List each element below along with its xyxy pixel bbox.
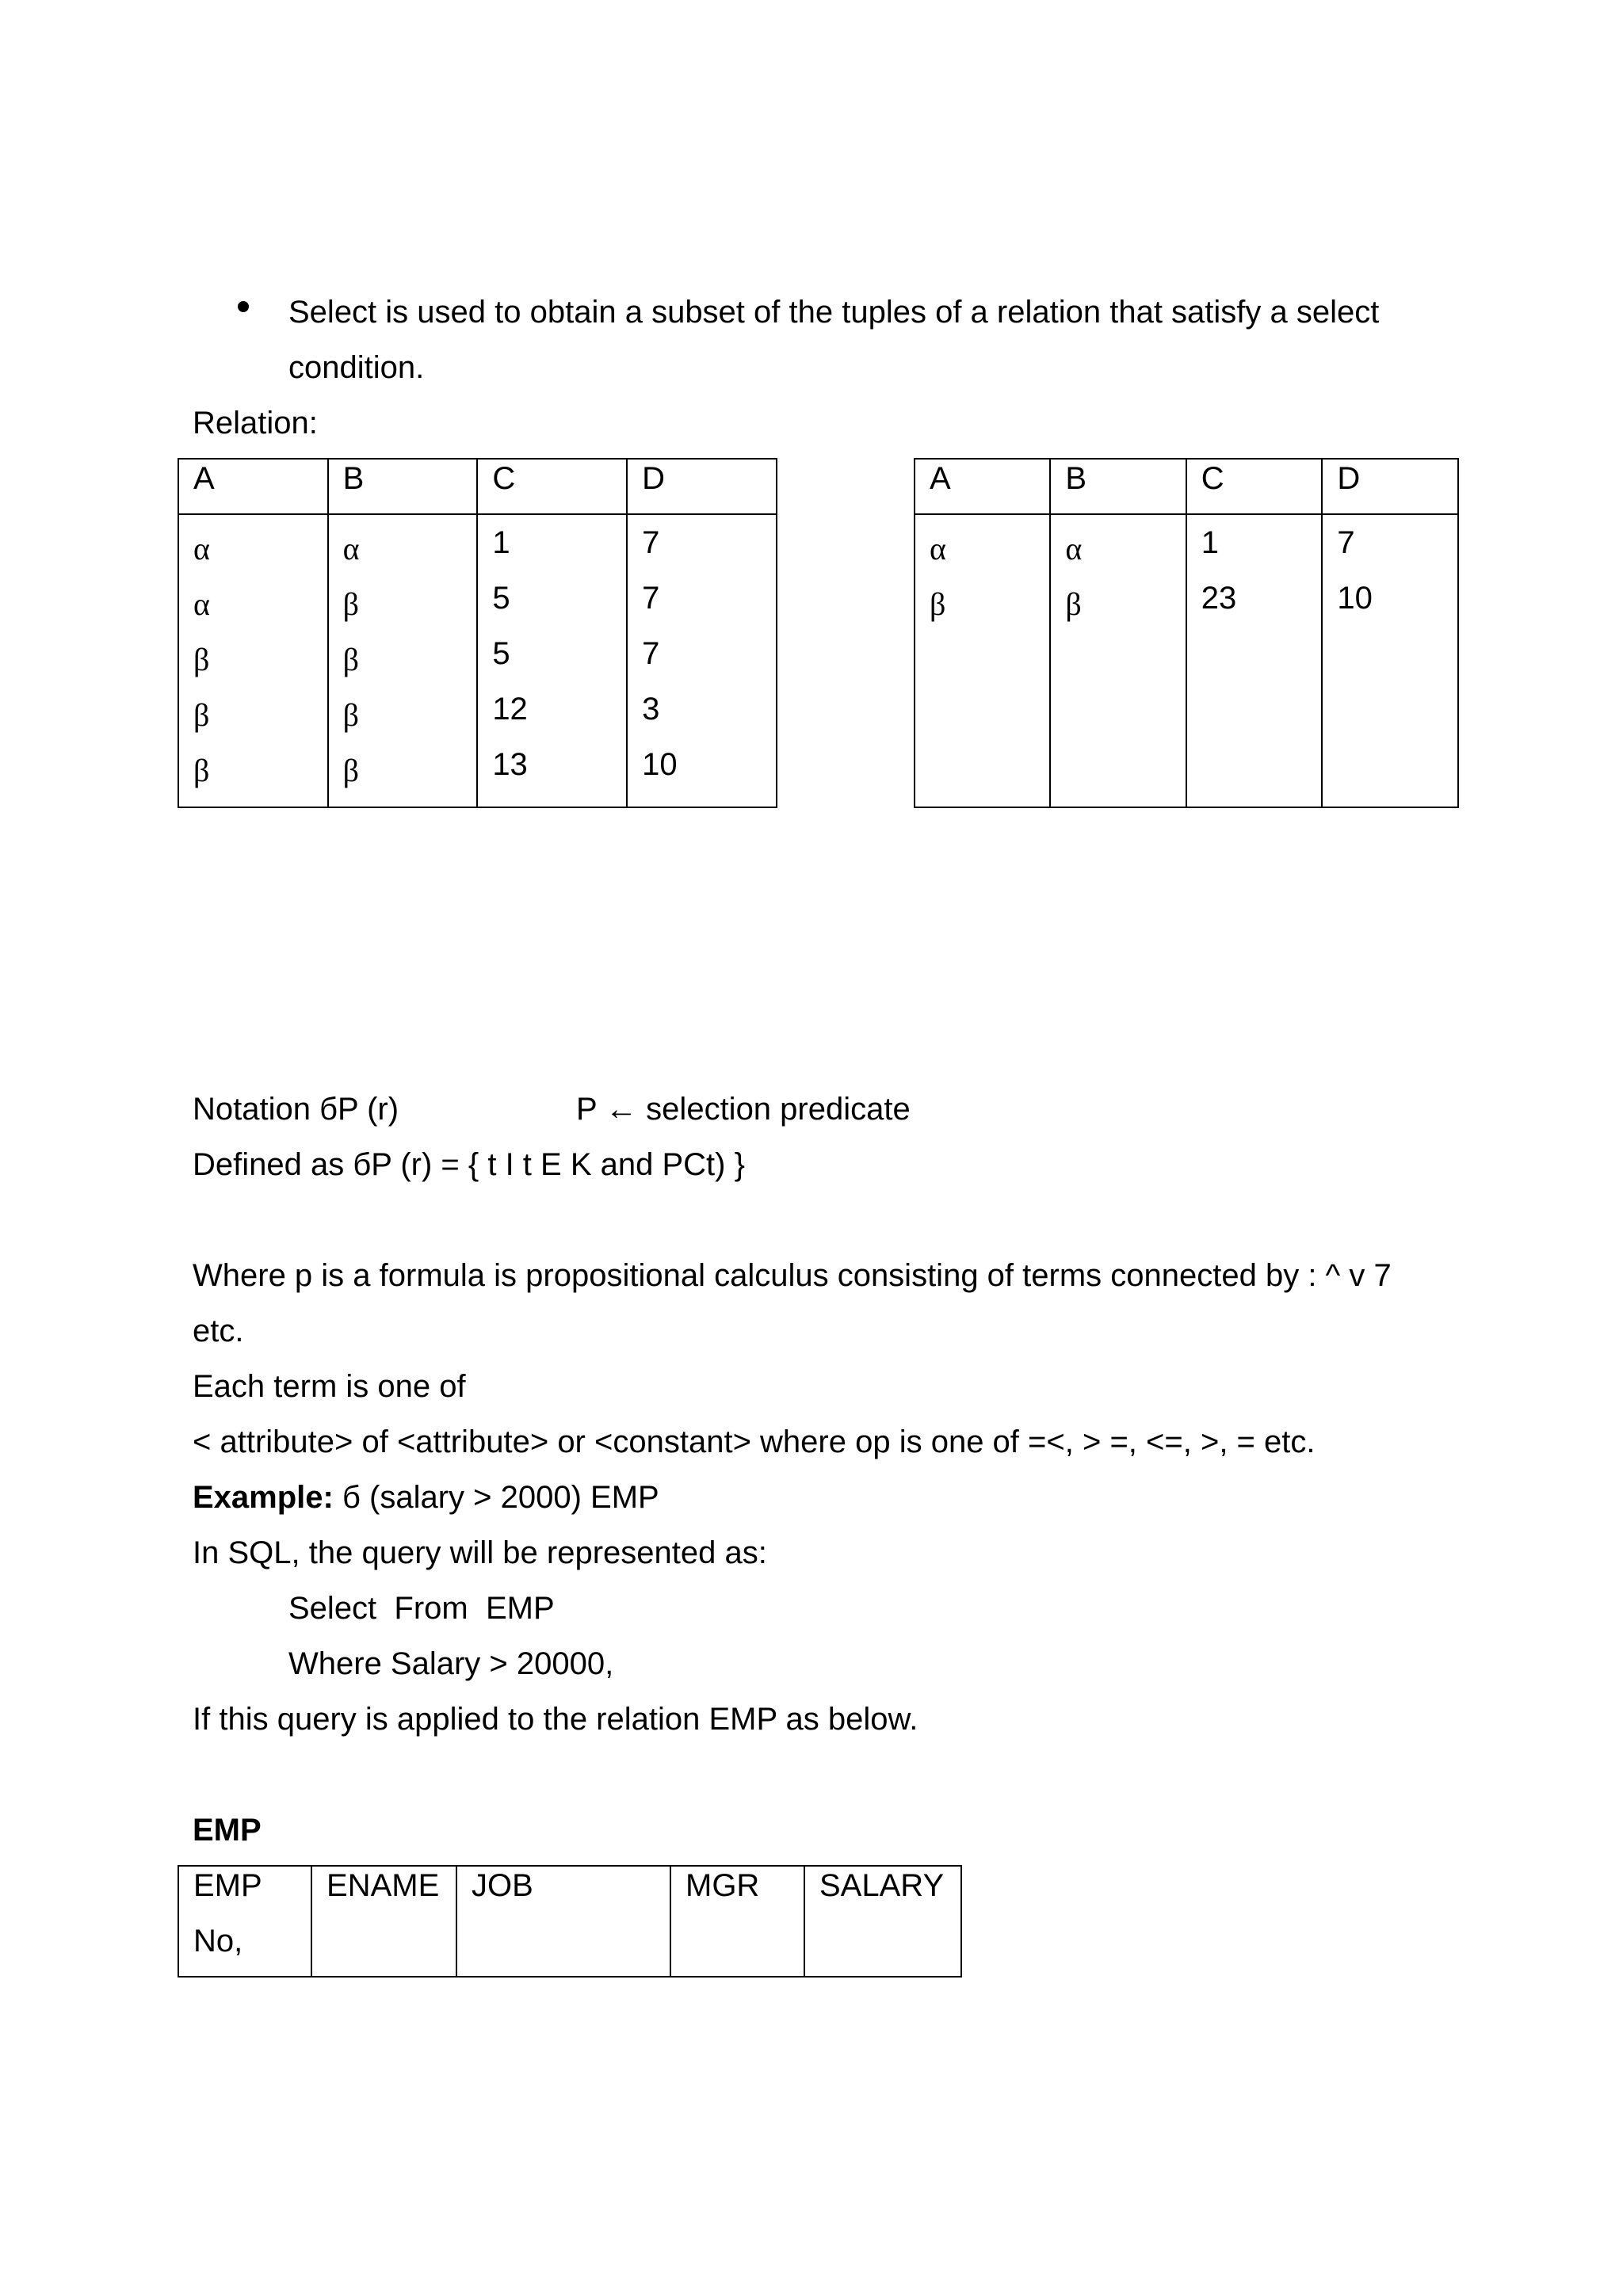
example-text: б (salary > 2000) EMP (333, 1480, 659, 1515)
sql-line-2: Where Salary > 20000, (288, 1646, 614, 1681)
where-line-1: Where p is a formula is propositional calculus consisting of terms connected by : ^ v 7 (193, 1258, 1392, 1293)
intro-line-2: condition. (288, 350, 425, 385)
cell: β (342, 642, 360, 677)
cell: 5 (492, 636, 510, 671)
header-b: B (328, 459, 478, 514)
cell: α (193, 586, 210, 622)
applied-line: If this query is applied to the relation EMP as below. (193, 1702, 918, 1737)
notation-line-left: Notation бP (r) (193, 1092, 399, 1127)
cell: β (342, 586, 360, 622)
header-salary: SALARY (804, 1866, 961, 1977)
cell: β (193, 642, 210, 677)
column-d-values (1322, 514, 1458, 807)
example-line (193, 1478, 659, 1516)
cell: α (1065, 531, 1083, 566)
column-c-values (477, 514, 627, 807)
cell: 1 (492, 525, 510, 560)
header-b: B (1050, 459, 1186, 514)
cell: 23 (1201, 581, 1237, 616)
header-c: C (477, 459, 627, 514)
header-mgr: MGR (670, 1866, 804, 1977)
cell: 7 (642, 581, 660, 616)
relation-label: Relation: (193, 406, 318, 441)
cell: 7 (642, 636, 660, 671)
notation-line-right: P ← selection predicate (576, 1092, 911, 1127)
attribute-line: < attribute> of <attribute> or <constant> where op is one of =<, > =, <=, >, = etc. (193, 1425, 1316, 1459)
column-b-values (328, 514, 478, 807)
intro-line-1: Select is used to obtain a subset of the tuples of a relation that satisfy a select (288, 295, 1380, 330)
where-line-2: etc. (193, 1314, 244, 1348)
bullet-icon (238, 301, 249, 312)
header-d: D (1322, 459, 1458, 514)
example-label: Example: (193, 1480, 334, 1515)
header-ename: ENAME (311, 1866, 456, 1977)
cell: 10 (642, 747, 678, 782)
cell: α (193, 531, 210, 566)
definition-line: Defined as бP (r) = { t I t E K and PCt) } (193, 1147, 745, 1182)
cell: β (1065, 586, 1082, 622)
cell: β (930, 586, 946, 622)
cell: 10 (1337, 581, 1373, 616)
sql-intro-line: In SQL, the query will be represented as: (193, 1535, 767, 1570)
cell: 12 (492, 692, 528, 727)
column-c-values (1186, 514, 1323, 807)
sql-line-1: Select From EMP (288, 1591, 555, 1626)
header-emp-line-2: No, (193, 1924, 243, 1958)
cell: 5 (492, 581, 510, 616)
header-a: A (178, 459, 328, 514)
emp-title: EMP (193, 1813, 262, 1848)
relation-table-left (178, 458, 777, 808)
cell: α (930, 531, 946, 566)
column-d-values (627, 514, 777, 807)
header-emp-no (178, 1866, 311, 1977)
header-c: C (1186, 459, 1323, 514)
column-b-values (1050, 514, 1186, 807)
cell: β (342, 753, 360, 788)
relation-table-right (914, 458, 1459, 808)
header-d: D (627, 459, 777, 514)
cell: 7 (642, 525, 660, 560)
cell: 7 (1337, 525, 1355, 560)
column-a-values (178, 514, 328, 807)
cell: β (193, 753, 210, 788)
header-job: JOB (456, 1866, 670, 1977)
cell: 13 (492, 747, 528, 782)
cell: β (193, 697, 210, 733)
cell: 3 (642, 692, 660, 727)
cell: 1 (1201, 525, 1219, 560)
emp-table (178, 1865, 962, 1978)
column-a-values (915, 514, 1050, 807)
cell: α (342, 531, 360, 566)
each-term-line: Each term is one of (193, 1369, 466, 1404)
header-a: A (915, 459, 1050, 514)
header-emp-line-1: EMP (193, 1868, 262, 1903)
cell: β (342, 697, 360, 733)
